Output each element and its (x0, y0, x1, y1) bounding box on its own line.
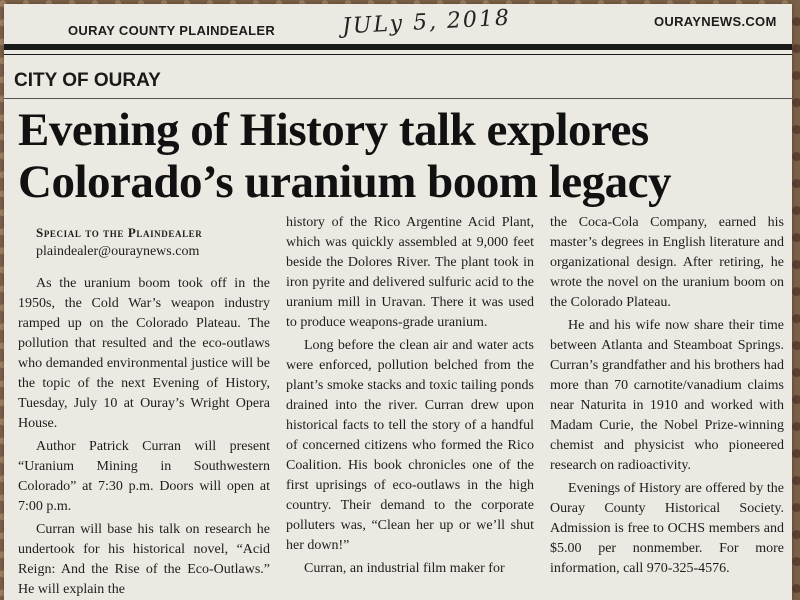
handwritten-date: JULy 5, 2018 (341, 5, 512, 40)
paragraph: Evenings of History are offered by the Ouray County Historical Society. Admission is free to OCHS members and $5.00 per nonmember. For more information, call 970-325-4576. (550, 481, 784, 576)
paragraph: As the uranium boom took off in the 1950s, the Cold War’s weapon industry ramped up on the Colorado Plateau. The pollution that resulted and the eco-outlaws who demanded environmental justice will be the topic of the next Evening of History, Tuesday, July 10 at Ouray’s Wright Opera House. (18, 276, 270, 431)
byline-credit: Special to the Plaindealer (36, 225, 203, 240)
masthead (4, 4, 792, 42)
paragraph: the Coca-Cola Company, earned his master’s degrees in English literature and organizational design. After retiring, he wrote the novel on the uranium boom on the Colorado Plateau. (550, 215, 784, 310)
website-url: OURAYNEWS.COM (654, 14, 777, 29)
article-column-1 (18, 224, 270, 600)
paragraph: Curran will base his talk on research he undertook for his historical novel, “Acid Reign: And the Rise of the Eco-Outlaws.” He will explain the (18, 522, 270, 597)
paragraph: Curran, an industrial film maker for (304, 561, 505, 576)
headline-line-1: Evening of History talk explores (18, 104, 649, 156)
masthead-rule-thin (4, 54, 792, 55)
paragraph: Author Patrick Curran will present “Uranium Mining in Southwestern Colorado” at 7:30 p.m. Doors will open at 7:00 p.m. (18, 439, 270, 514)
section-divider (4, 98, 792, 99)
article-column-3 (550, 213, 784, 579)
article-headline (18, 104, 788, 208)
article-column-2 (286, 213, 534, 579)
newspaper-clipping (4, 4, 792, 600)
paragraph: history of the Rico Argentine Acid Plant, which was quickly assembled at 9,000 feet beside the Dolores River. The plant took in iron pyrite and delivered sulfuric acid to the uranium mill in Uravan. There it was used to produce weapons-grade uranium. (286, 215, 534, 330)
paper-name: OURAY COUNTY PLAINDEALER (68, 23, 276, 38)
headline-line-2: Colorado’s uranium boom legacy (18, 156, 672, 208)
byline-email: plaindealer@ouraynews.com (36, 244, 200, 259)
paragraph: Long before the clean air and water acts were enforced, pollution belched from the plant’s smoke stacks and toxic tailing ponds drained into the river. Curran drew upon historical facts to tell the story of a handful of concerned citizens who formed the Rico Coalition. His book chronicles one of the first uprisings of eco-outlaws in the high country. Their demand to the corporate polluters was, “Clean her up or we’ll shut her down!” (286, 338, 534, 553)
paragraph: He and his wife now share their time between Atlanta and Steamboat Springs. Curran’s grandfather and his brothers had more than 70 carnotite/vanadium claims near Naturita in 1910 and worked with Madam Curie, the Nobel Prize-winning chemist and physicist who pioneered research on radioactivity. (550, 318, 784, 473)
section-label: CITY OF OURAY (14, 70, 161, 91)
masthead-rule-thick (4, 44, 792, 50)
